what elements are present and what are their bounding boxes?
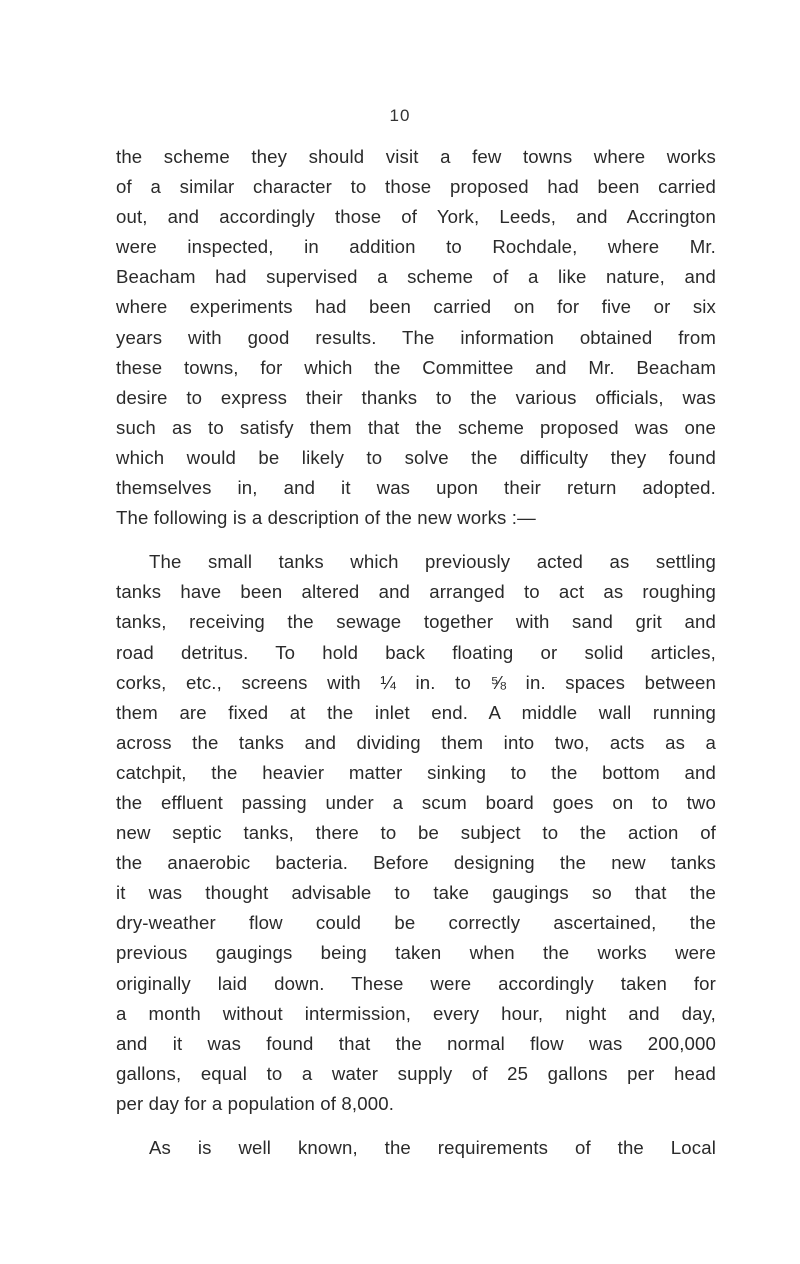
text-line: road detritus. To hold back floating or solid articles, (116, 641, 716, 663)
text-line: per day for a population of 8,000. (116, 1092, 395, 1114)
text-line: desire to express their thanks to the various officials, was (116, 386, 716, 408)
text-line: of a similar character to those proposed had been carried (116, 176, 716, 198)
text-line: Beacham had supervised a scheme of a like nature, and (116, 266, 716, 288)
text-line: years with good results. The information obtained from (116, 326, 716, 348)
text-line: dry-weather flow could be correctly ascertained, the (116, 912, 716, 934)
text-line: the effluent passing under a scum board goes on to two (116, 791, 716, 813)
text-line: the scheme they should visit a few towns where works (116, 146, 716, 167)
text-line: where experiments had been carried on for five or six (116, 296, 716, 318)
text-line: were inspected, in addition to Rochdale, where Mr. (116, 236, 716, 258)
text-line: The small tanks which previously acted as settling (149, 551, 716, 573)
paragraph-gap (116, 533, 716, 547)
text-line: previous gaugings being taken when the works were (116, 942, 716, 964)
text-line: corks, etc., screens with ¼ in. to ⅝ in. spaces between (116, 671, 716, 693)
paragraph-2 (116, 547, 716, 1119)
text-line: a month without intermission, every hour, night and day, (116, 1002, 716, 1024)
text-line: As is well known, the requirements of the Local (149, 1137, 716, 1158)
text-line: new septic tanks, there to be subject to the action of (116, 822, 716, 844)
text-line: catchpit, the heavier matter sinking to the bottom and (116, 761, 716, 783)
text-line: them are fixed at the inlet end. A middle wall running (116, 701, 716, 723)
text-line: these towns, for which the Committee and Mr. Beacham (116, 356, 716, 378)
text-line: themselves in, and it was upon their return adopted. (116, 477, 716, 499)
text-line: it was thought advisable to take gaugings so that the (116, 882, 716, 904)
text-line: The following is a description of the new works :— (116, 507, 536, 529)
text-line: across the tanks and dividing them into two, acts as a (116, 731, 716, 753)
body-text (116, 142, 716, 1163)
paragraph-gap (116, 1119, 716, 1133)
text-line: such as to satisfy them that the scheme proposed was one (116, 416, 716, 438)
paragraph-1 (116, 142, 716, 533)
text-line: which would be likely to solve the difficulty they found (116, 446, 716, 468)
text-line: out, and accordingly those of York, Leeds, and Accrington (116, 206, 716, 228)
text-line: and it was found that the normal flow was 200,000 (116, 1032, 716, 1054)
text-line: tanks have been altered and arranged to act as roughing (116, 581, 716, 603)
text-line: tanks, receiving the sewage together with sand grit and (116, 611, 716, 633)
text-line: the anaerobic bacteria. Before designing the new tanks (116, 852, 716, 874)
paragraph-3 (116, 1133, 716, 1163)
text-line: originally laid down. These were accordingly taken for (116, 972, 716, 994)
page-number: 10 (389, 106, 411, 125)
text-line: gallons, equal to a water supply of 25 gallons per head (116, 1062, 716, 1084)
